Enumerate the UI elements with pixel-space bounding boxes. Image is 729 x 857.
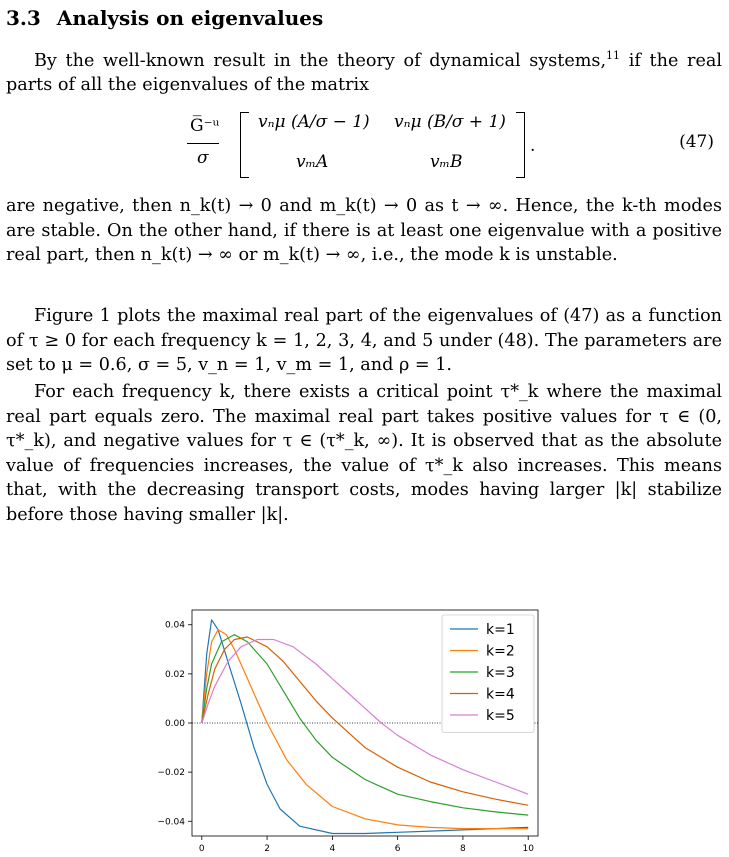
matrix-cell-22: vₘB bbox=[430, 152, 463, 172]
intro-text-b: if the bbox=[620, 50, 679, 71]
paragraph-figure-description bbox=[6, 304, 722, 378]
intro-text-c: real parts of all the eigenvalues of the matrix bbox=[6, 50, 722, 96]
right-bracket bbox=[516, 112, 525, 178]
x-tick-label: 6 bbox=[394, 844, 401, 853]
stability-text: are negative, then n_k(t) → 0 and m_k(t) → 0 as t → ∞. Hence, the k-th modes are stable. On the other hand, if there is at least one eigenvalue with a positive real part, then n_k(t) → ∞ or m_k(t) → ∞, i.e., the mode k is unstable. bbox=[6, 196, 722, 265]
x-tick-label: 2 bbox=[264, 844, 270, 853]
matrix-cell-11: vₙμ (A/σ − 1) bbox=[258, 112, 370, 132]
y-tick-label: 0.02 bbox=[164, 669, 185, 680]
figure-1-chart bbox=[150, 600, 550, 853]
legend-label-k5: k=5 bbox=[486, 708, 515, 724]
legend-label-k1: k=1 bbox=[486, 622, 515, 638]
paragraph-critical-point bbox=[6, 380, 722, 527]
paragraph-stability bbox=[6, 194, 722, 268]
fraction-bar bbox=[187, 143, 219, 144]
x-tick-label: 8 bbox=[460, 844, 466, 853]
figure-description-text: Figure 1 plots the maximal real part of the eigenvalues of (47) as a function of τ ≥ 0 for each frequency k = 1, 2, 3, 4, and 5 under (48). The parameters are set to μ = 0.6, σ = 5, v_n = 1, v_m = 1, and ρ = 1. bbox=[6, 306, 722, 375]
left-bracket bbox=[240, 112, 249, 178]
footnote-mark: 11 bbox=[606, 49, 621, 62]
x-tick-label: 10 bbox=[522, 844, 534, 853]
legend-label-k2: k=2 bbox=[486, 643, 515, 660]
section-title: Analysis on eigenvalues bbox=[56, 6, 324, 30]
section-heading bbox=[6, 6, 323, 30]
x-tick-label: 4 bbox=[329, 844, 336, 853]
prefactor-numerator: G̅⁻ᵘ bbox=[190, 116, 220, 136]
paragraph-intro bbox=[6, 44, 722, 98]
matrix-cell-21: vₘA bbox=[296, 152, 329, 172]
chart-svg bbox=[150, 600, 550, 853]
matrix-cell-12: vₙμ (B/σ + 1) bbox=[394, 112, 506, 132]
legend-label-k3: k=3 bbox=[486, 665, 515, 681]
y-tick-label: 0.04 bbox=[164, 620, 185, 631]
legend-label-k4: k=4 bbox=[486, 686, 515, 703]
prefactor-denominator: σ bbox=[197, 148, 209, 168]
critical-point-text: For each frequency k, there exists a critical point τ*_k where the maximal real part equals zero. The maximal real part takes positive values for τ ∈ (0, τ*_k), and negative values for τ ∈ (τ*_k, ∞). It is observed that as the absolute value of frequencies increases, the value of τ*_k also increases. This means that, with the decreasing transport costs, modes having larger |k| stabilize before those having smaller |k|. bbox=[6, 382, 722, 525]
x-tick-label: 0 bbox=[198, 844, 205, 853]
equation-47: G̅⁻ᵘ σ vₙμ (A/σ − 1) vₙμ (B/σ + 1) vₘA vₘB . (47) bbox=[180, 108, 720, 182]
equation-number: (47) bbox=[679, 132, 714, 152]
intro-text-a: By the well-known result in the theory of dynamical systems, bbox=[34, 50, 607, 71]
y-tick-label: −0.04 bbox=[157, 817, 185, 828]
y-tick-label: 0.00 bbox=[164, 719, 185, 729]
section-number: 3.3 bbox=[6, 6, 41, 30]
y-tick-label: −0.02 bbox=[157, 768, 185, 779]
